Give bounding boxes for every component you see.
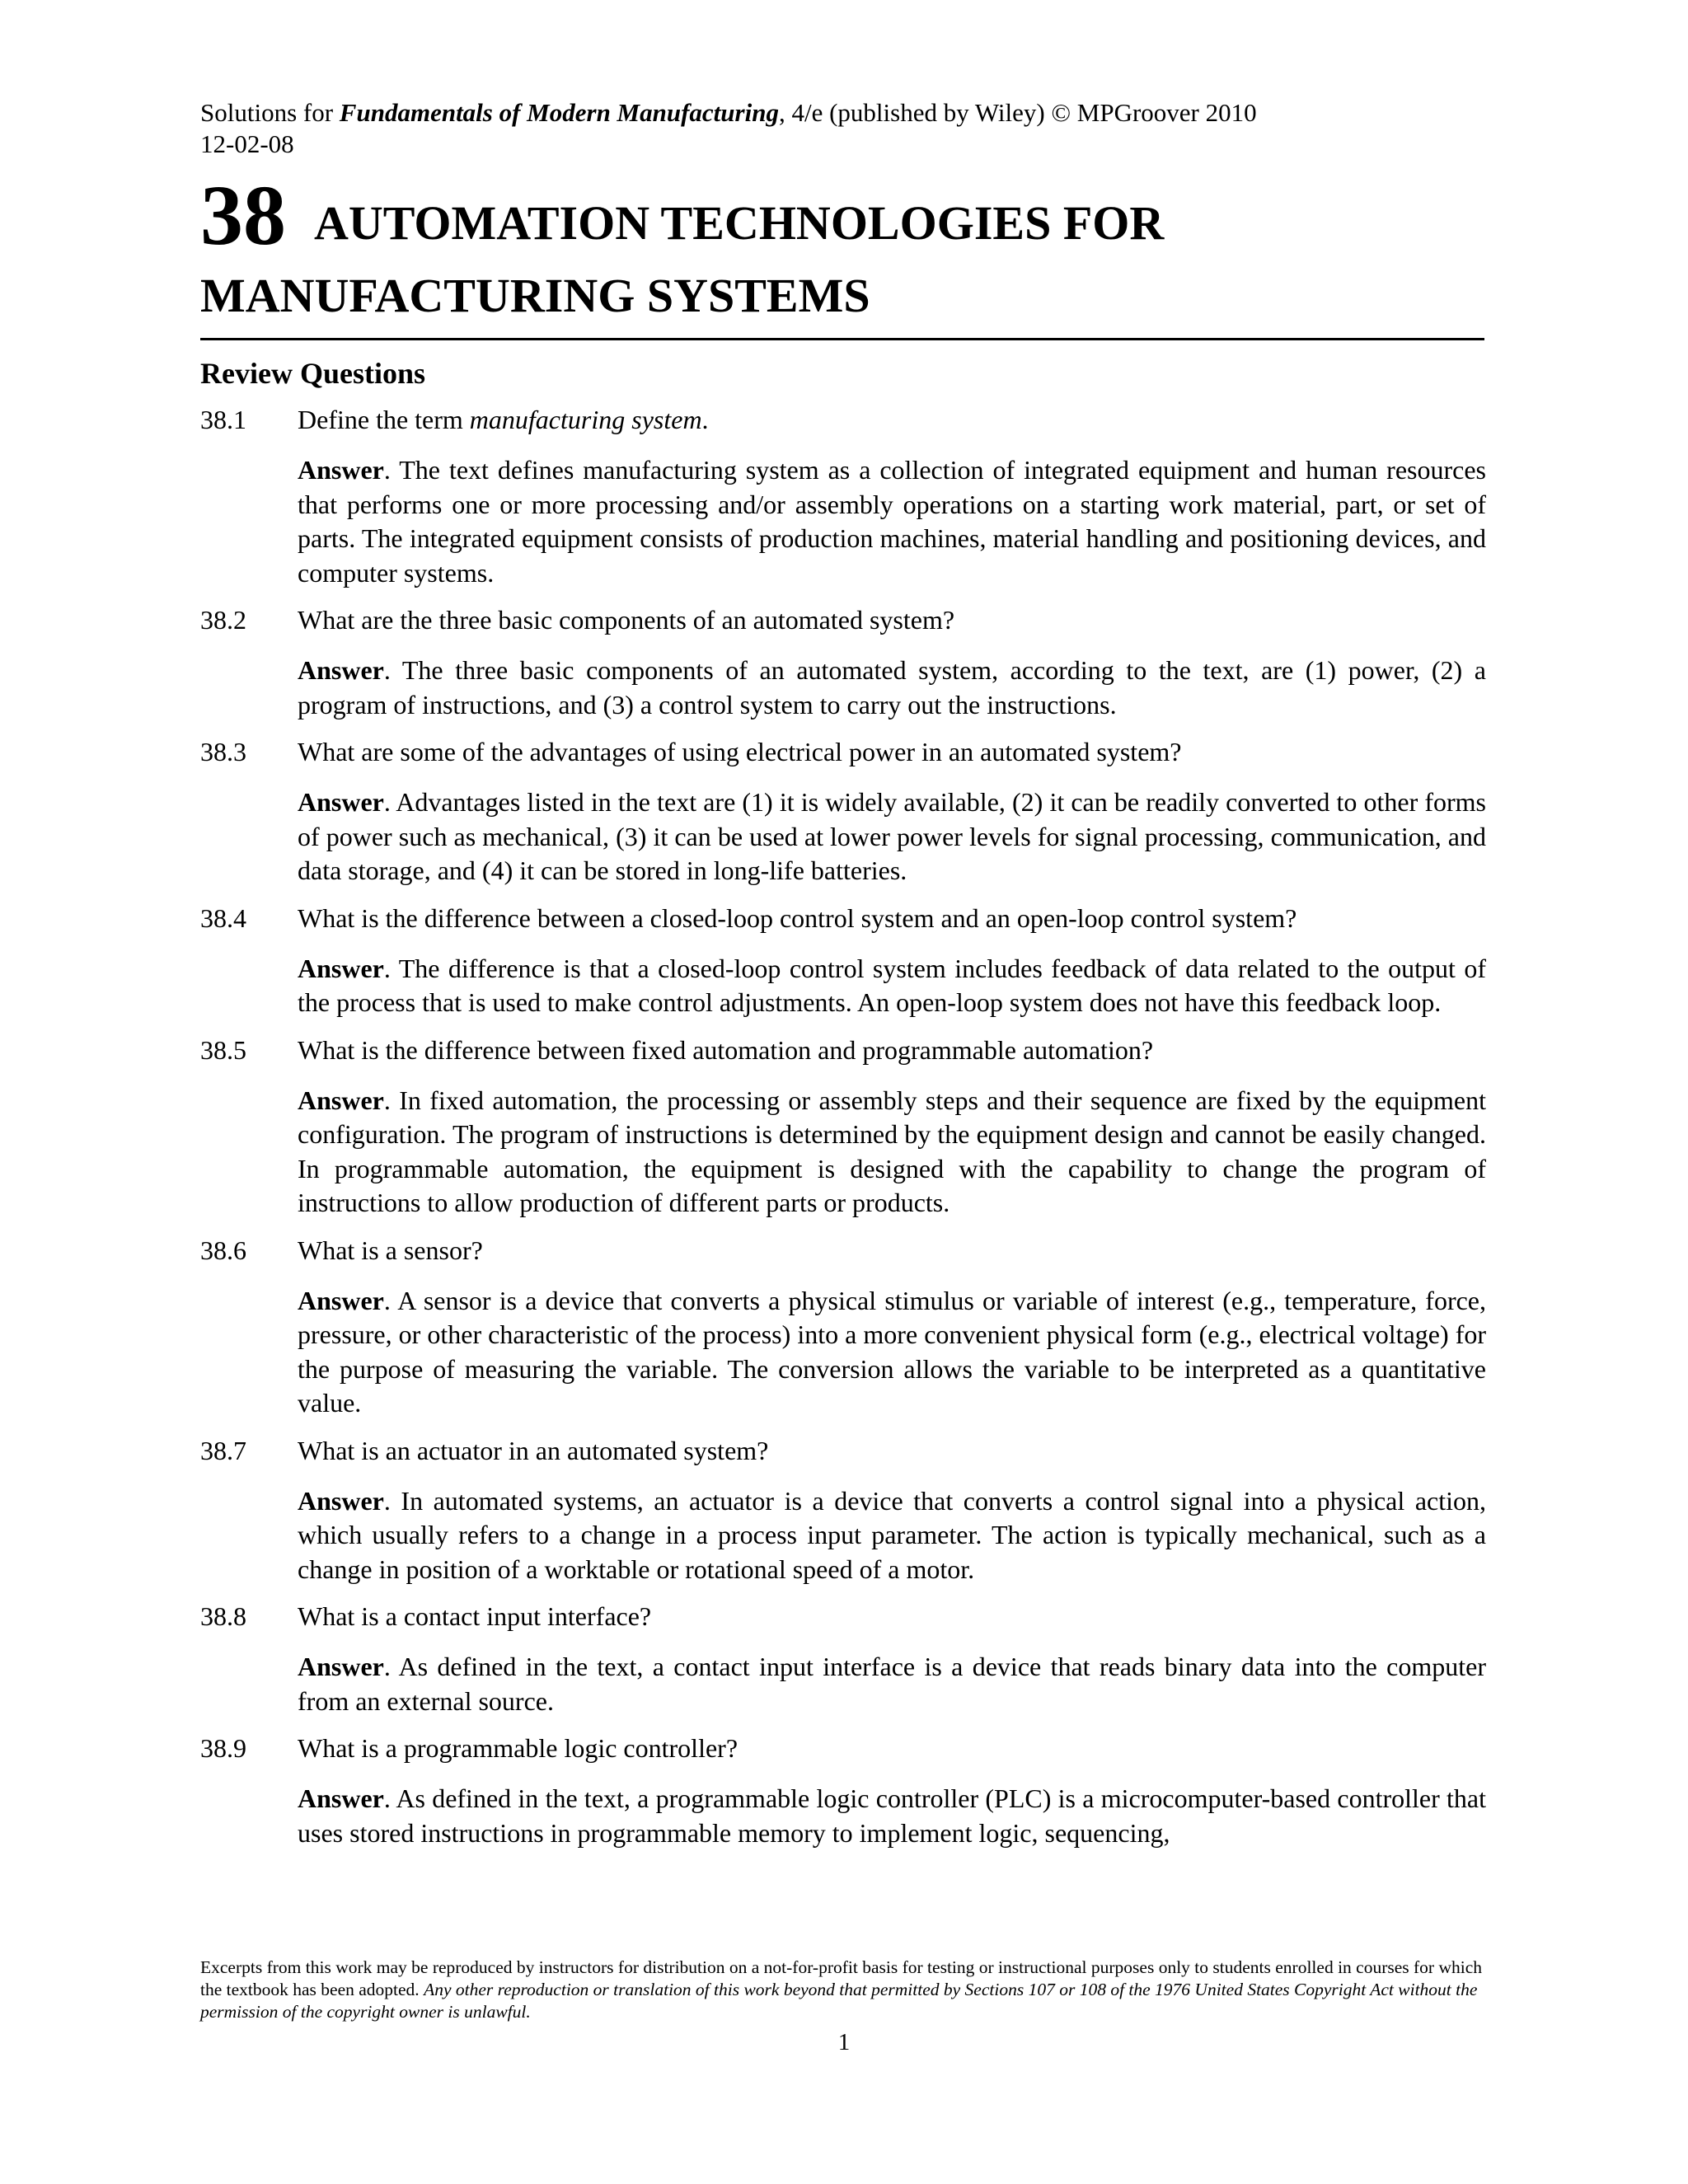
question-text: What is the difference between fixed automation and programmable automation?: [298, 1034, 1154, 1065]
question-number: 38.5: [200, 1034, 246, 1065]
question-text: What is a programmable logic controller?: [298, 1733, 738, 1763]
question-prefix: Define the term: [298, 405, 470, 434]
answer: [298, 1650, 1486, 1718]
answer-label: Answer: [298, 787, 384, 817]
section-title: Review Questions: [200, 357, 425, 390]
answer-label: Answer: [298, 1485, 384, 1516]
question-text: What is an actuator in an automated system?: [298, 1435, 769, 1465]
question-number: 38.1: [200, 405, 246, 434]
question-number: 38.4: [200, 902, 246, 933]
chapter-title-line2: MANUFACTURING SYSTEMS: [200, 269, 870, 322]
question: [200, 1600, 1486, 1633]
answer-label: Answer: [298, 1652, 384, 1681]
answer: [298, 785, 1486, 888]
answer-label: Answer: [298, 655, 384, 685]
question: [200, 403, 1486, 437]
chapter-number: 38: [200, 168, 286, 263]
answer-text: . Advantages listed in the text are (1) it is widely available, (2) it can be readily converted to other forms of power such as mechanical, (3) it can be used at lower power levels for signal processing, communication, and data storage, and (4) it can be stored in long-life batteries.: [298, 787, 1486, 885]
question: [200, 902, 1486, 935]
answer-text: . In fixed automation, the processing or assembly steps and their sequence are fixed by the equipment configuration. The program of instructions is determined by the equipment design and cannot be easily changed. In programmable automation, the equipment is designed with the capability to change the program of instructions to allow production of different parts or products.: [298, 1085, 1486, 1217]
question-number: 38.8: [200, 1601, 246, 1631]
question-text: What is a contact input interface?: [298, 1601, 652, 1631]
answer: [298, 453, 1486, 590]
running-header: [200, 97, 1486, 160]
question-text: [298, 403, 1486, 437]
answer-label: Answer: [298, 1085, 384, 1115]
answer-text: . As defined in the text, a programmable logic controller (PLC) is a microcomputer-based controller that uses stored instructions in programmable memory to implement logic, sequencing,: [298, 1783, 1486, 1848]
question: [200, 1732, 1486, 1765]
answer-text: . A sensor is a device that converts a physical stimulus or variable of interest (e.g., temperature, force, pressure, or other characteristic of the process) into a more convenient physical form (e.g., electrical voltage) for the purpose of measuring the variable. The conversion allows the variable to be interpreted as a quantitative value.: [298, 1285, 1486, 1418]
header-suffix: , 4/e (published by Wiley) © MPGroover 2010: [778, 98, 1257, 127]
chapter-title-line1: AUTOMATION TECHNOLOGIES FOR: [314, 196, 1165, 250]
question-suffix: .: [701, 405, 709, 434]
header-book-title: Fundamentals of Modern Manufacturing: [339, 98, 779, 127]
question: [200, 1234, 1486, 1268]
answer-label: Answer: [298, 1783, 384, 1813]
answer-text: . As defined in the text, a contact input interface is a device that reads binary data into the computer from an external source.: [298, 1652, 1486, 1716]
answer-text: . In automated systems, an actuator is a device that converts a control signal into a physical action, which usually refers to a change in a process input parameter. The action is typically mechanical, such as a change in position of a worktable or rotational speed of a motor.: [298, 1485, 1486, 1584]
question-italic-term: manufacturing system: [469, 405, 702, 434]
answer: [298, 1484, 1486, 1587]
question-text: What are some of the advantages of using electrical power in an automated system?: [298, 737, 1182, 766]
answer-text: . The difference is that a closed-loop control system includes feedback of data related to the output of the process that is used to make control adjustments. An open-loop system does not have this feedback loop.: [298, 953, 1486, 1017]
answer-text: . The text defines manufacturing system as a collection of integrated equipment and human resources that performs one or more processing and/or assembly operations on a starting work material, part, or set of parts. The integrated equipment consists of production machines, material handling and positioning devices, and computer systems.: [298, 455, 1486, 588]
question-number: 38.9: [200, 1733, 246, 1763]
question-text: What are the three basic components of an automated system?: [298, 605, 955, 635]
question-block: [200, 1434, 1486, 1587]
answer-label: Answer: [298, 455, 384, 485]
question: [200, 1434, 1486, 1468]
question: [200, 735, 1486, 769]
header-prefix: Solutions for: [200, 98, 340, 127]
question-block: [200, 902, 1486, 1020]
question: [200, 603, 1486, 637]
question-number: 38.7: [200, 1435, 246, 1465]
document-page: [200, 97, 1486, 1850]
question: [200, 1033, 1486, 1067]
question-number: 38.6: [200, 1235, 246, 1265]
question-block: [200, 1600, 1486, 1718]
question-block: [200, 403, 1486, 590]
copyright-footer: [200, 1957, 1486, 2023]
chapter-title: [200, 168, 1486, 322]
footer-italic-text: Any other reproduction or translation of this work beyond that permitted by Sections 107 or 108 of the 1976 United States Copyright Act without the permission of the copyright owner is unlawful.: [200, 1980, 1478, 2022]
answer: [298, 1284, 1486, 1421]
question-block: [200, 1234, 1486, 1421]
question-number: 38.3: [200, 737, 246, 766]
question-block: [200, 1732, 1486, 1850]
header-line: [200, 97, 1486, 129]
page-number: 1: [837, 2029, 851, 2055]
title-rule: [200, 338, 1484, 340]
answer-label: Answer: [298, 953, 384, 983]
answer: [298, 1782, 1486, 1850]
answer: [298, 654, 1486, 722]
question-number: 38.2: [200, 605, 246, 635]
answer: [298, 952, 1486, 1020]
question-text: What is the difference between a closed-loop control system and an open-loop control system?: [298, 902, 1297, 933]
answer-label: Answer: [298, 1285, 384, 1315]
question-block: [200, 735, 1486, 888]
question-block: [200, 1033, 1486, 1221]
question-text: What is a sensor?: [298, 1235, 483, 1265]
question-block: [200, 603, 1486, 722]
answer: [298, 1084, 1486, 1221]
answer-text: . The three basic components of an automated system, according to the text, are (1) power, (2) a program of instructions, and (3) a control system to carry out the instructions.: [298, 655, 1486, 719]
footer-plain-text: Excerpts from this work may be reproduced by instructors for distribution on a not-for-profit basis for testing or instructional purposes only to students enrolled in courses for which the textbook has been adopted.: [200, 1957, 1483, 1999]
header-date: 12-02-08: [200, 129, 294, 158]
